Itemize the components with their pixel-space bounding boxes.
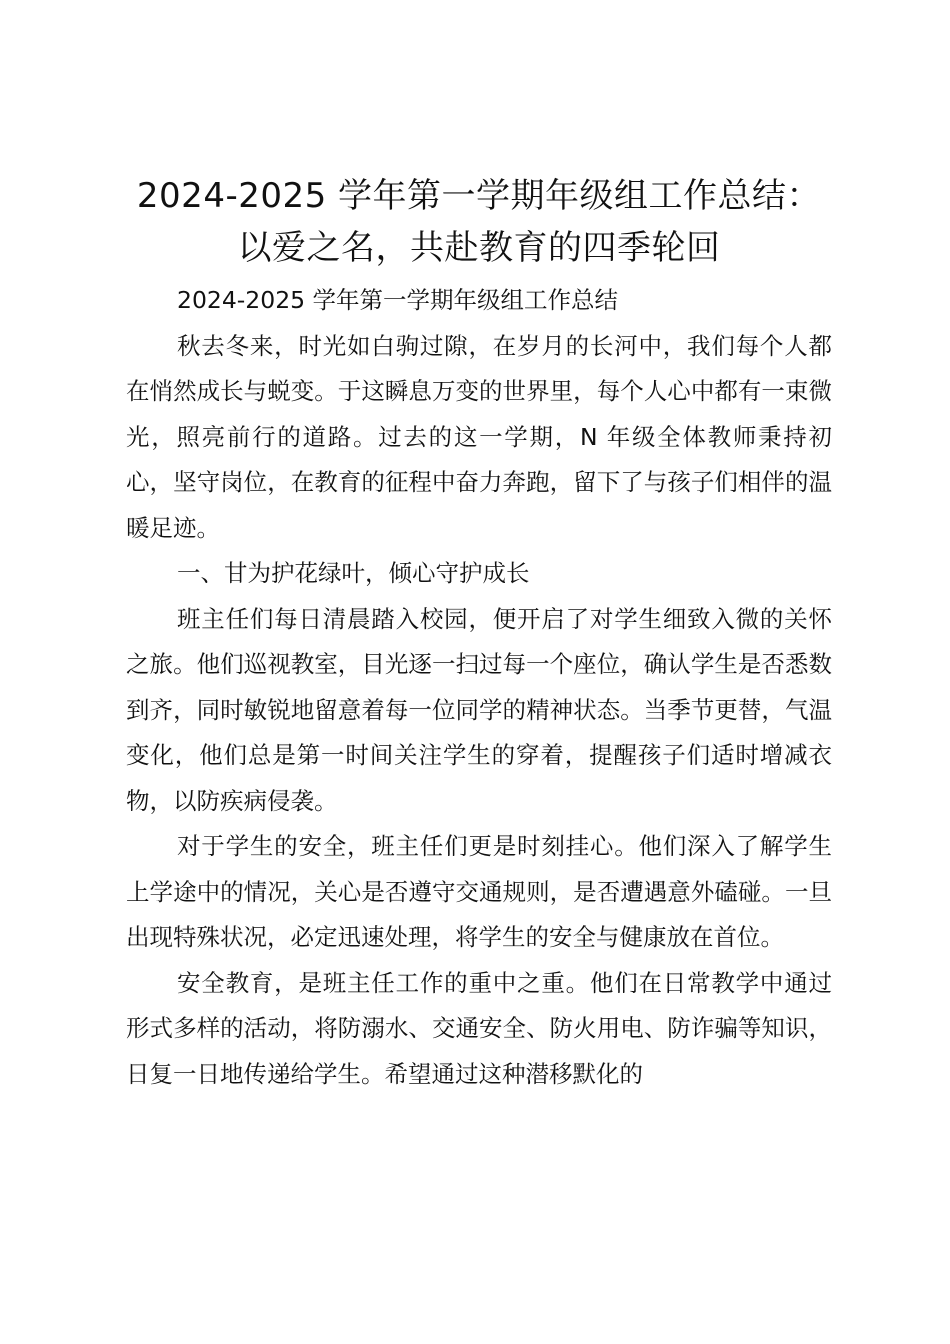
paragraph-daily-care: 班主任们每日清晨踏入校园，便开启了对学生细致入微的关怀之旅。他们巡视教室，目光逐一扫过每一个座位，确认学生是否悉数到齐，同时敏锐地留意着每一位同学的精神状态。当季节更替，气温变化，他们总是第一时间关注学生的穿着，提醒孩子们适时增减衣物，以防疾病侵袭。 [126, 604, 832, 815]
title-line-1: 2024-2025 学年第一学期年级组工作总结： [136, 176, 822, 216]
document-title [126, 170, 832, 274]
document-subtitle: 2024-2025 学年第一学期年级组工作总结 [177, 286, 619, 314]
title-line-2: 以爱之名，共赴教育的四季轮回 [237, 228, 721, 268]
document-page [126, 170, 832, 1097]
paragraph-safety-education: 安全教育，是班主任工作的重中之重。他们在日常教学中通过形式多样的活动，将防溺水、交通安全、防火用电、防诈骗等知识，日复一日地传递给学生。希望通过这种潜移默化的 [126, 968, 832, 1088]
paragraph-student-safety: 对于学生的安全，班主任们更是时刻挂心。他们深入了解学生上学途中的情况，关心是否遵守交通规则，是否遭遇意外磕碰。一旦出现特殊状况，必定迅速处理，将学生的安全与健康放在首位。 [126, 832, 832, 951]
paragraph-intro: 秋去冬来，时光如白驹过隙，在岁月的长河中，我们每个人都在悄然成长与蜕变。于这瞬息万变的世界里，每个人心中都有一束微光，照亮前行的道路。过去的这一学期，N 年级全体教师秉持初心，坚守岗位，在教育的征程中奋力奔跑，留下了与孩子们相伴的温暖足迹。 [126, 331, 832, 542]
section-heading-1: 一、甘为护花绿叶，倾心守护成长 [177, 559, 530, 587]
